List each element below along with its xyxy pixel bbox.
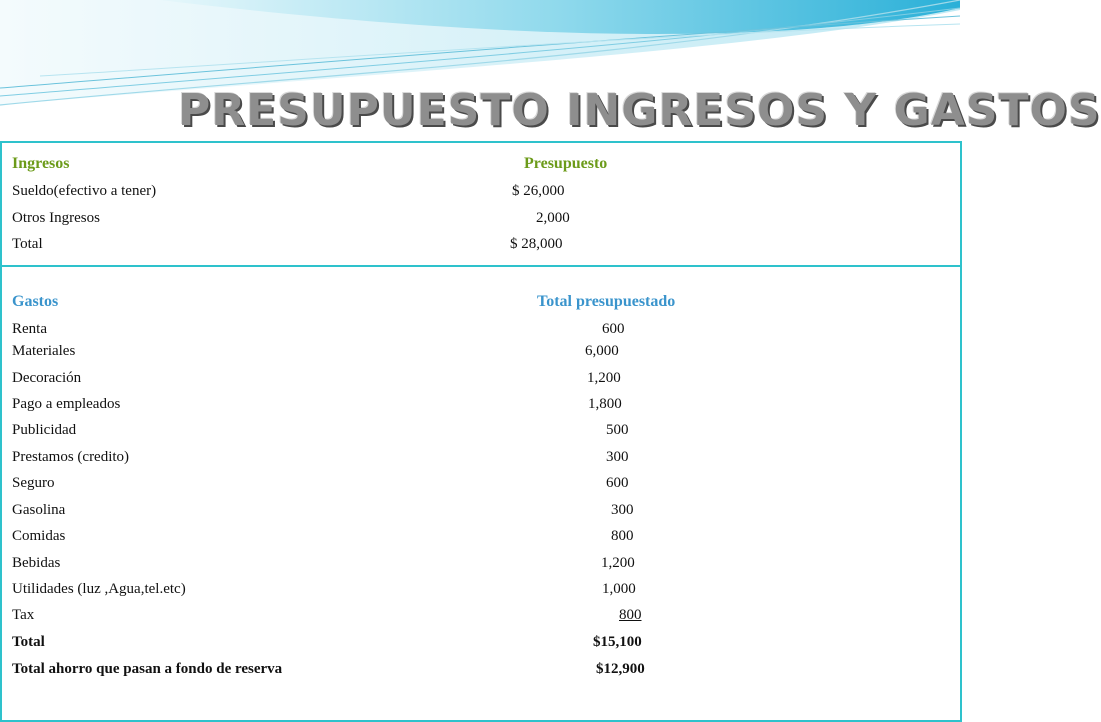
slide-title: PRESUPUESTO INGRESOS Y GASTOS — [178, 85, 1101, 136]
ingresos-row-label: Sueldo(efectivo a tener) — [12, 183, 157, 199]
gastos-row-label: Comidas — [12, 528, 66, 544]
gastos-row-label: Seguro — [12, 475, 55, 491]
gastos-row-value: 300 — [606, 449, 629, 465]
ingresos-panel — [0, 141, 962, 267]
ingresos-header-row — [12, 155, 912, 175]
gastos-row-value: 1,200 — [601, 555, 635, 571]
ingresos-row-label: Total — [12, 236, 43, 252]
gastos-row — [12, 321, 912, 341]
ingresos-row-value: $ 28,000 — [510, 236, 563, 252]
ingresos-row-value: $ 26,000 — [512, 183, 565, 199]
gastos-row-label: Renta — [12, 321, 47, 337]
gastos-row — [12, 475, 912, 495]
ingresos-row — [12, 210, 912, 230]
gastos-total-label: Total — [12, 634, 45, 650]
gastos-row-label: Bebidas — [12, 555, 61, 571]
ingresos-total-row — [12, 236, 912, 256]
gastos-row — [12, 581, 912, 601]
gastos-total-value: $15,100 — [593, 634, 642, 650]
savings-value: $12,900 — [596, 661, 645, 677]
gastos-row — [12, 528, 912, 548]
ingresos-column-label: Ingresos — [12, 155, 70, 172]
gastos-row-value: 600 — [602, 321, 625, 337]
ingresos-row-value: 2,000 — [536, 210, 570, 226]
gastos-column-label: Gastos — [12, 293, 59, 310]
gastos-row-value: 1,000 — [602, 581, 636, 597]
gastos-row-value: 300 — [611, 502, 634, 518]
gastos-total-row — [12, 634, 912, 654]
ingresos-row — [12, 183, 912, 203]
gastos-row-value: 1,800 — [588, 396, 622, 412]
gastos-row-label: Prestamos (credito) — [12, 449, 130, 465]
gastos-row-label: Utilidades (luz ,Agua,tel.etc) — [12, 581, 186, 597]
gastos-row-label: Gasolina — [12, 502, 66, 518]
gastos-row-label: Publicidad — [12, 422, 77, 438]
gastos-row-value: 500 — [606, 422, 629, 438]
gastos-row — [12, 449, 912, 469]
savings-label: Total ahorro que pasan a fondo de reserva — [12, 661, 283, 677]
gastos-row-value: 6,000 — [585, 343, 619, 359]
presupuesto-column-label: Presupuesto — [524, 155, 608, 172]
gastos-panel — [0, 265, 962, 722]
gastos-row — [12, 607, 912, 627]
gastos-row — [12, 422, 912, 442]
savings-row — [12, 661, 912, 681]
gastos-row-label: Decoración — [12, 370, 82, 386]
total-presupuestado-column-label: Total presupuestado — [537, 293, 676, 310]
ingresos-row-label: Otros Ingresos — [12, 210, 100, 226]
gastos-row-label: Pago a empleados — [12, 396, 121, 412]
gastos-row-value: 1,200 — [587, 370, 621, 386]
gastos-row-value: 600 — [606, 475, 629, 491]
gastos-row-label: Tax — [12, 607, 35, 623]
gastos-row — [12, 502, 912, 522]
gastos-row-label: Materiales — [12, 343, 76, 359]
gastos-header-row — [12, 293, 912, 313]
gastos-row — [12, 343, 912, 363]
gastos-row — [12, 396, 912, 416]
gastos-row — [12, 555, 912, 575]
gastos-row — [12, 370, 912, 390]
gastos-row-value: 800 — [619, 607, 642, 623]
gastos-row-value: 800 — [611, 528, 634, 544]
